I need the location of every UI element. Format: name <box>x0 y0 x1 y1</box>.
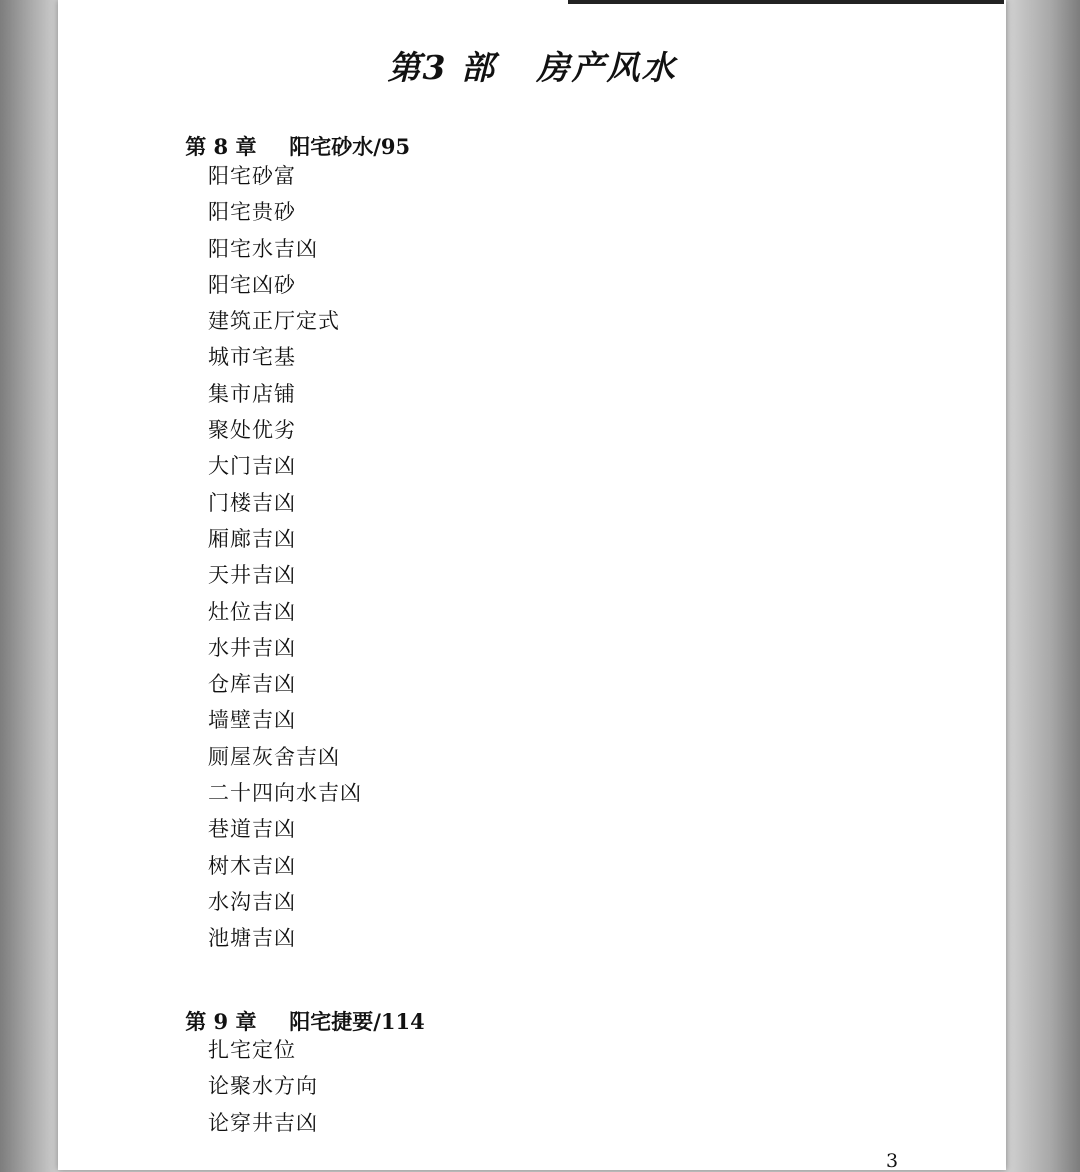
section-item: 阳宅水吉凶 <box>208 236 318 261</box>
section-item: 论穿井吉凶 <box>208 1110 318 1135</box>
section-item: 二十四向水吉凶 <box>208 781 362 806</box>
section-item: 仓库吉凶 <box>208 672 296 697</box>
top-edge-bar <box>568 0 1004 4</box>
section-item: 城市宅基 <box>208 345 296 370</box>
section-item: 水井吉凶 <box>208 635 296 660</box>
section-item: 天井吉凶 <box>208 563 296 588</box>
chapter-9-number: 第 9 章 <box>185 1009 257 1034</box>
page-number: 3 <box>886 1150 899 1172</box>
section-item: 树木吉凶 <box>208 853 296 878</box>
section-item: 灶位吉凶 <box>208 599 296 624</box>
chapter-8-section-list <box>208 158 362 957</box>
section-item: 聚处优劣 <box>208 418 296 443</box>
section-item: 厢廊吉凶 <box>208 526 296 551</box>
chapter-8-title: 阳宅砂水/95 <box>289 134 411 159</box>
section-item: 门楼吉凶 <box>208 490 296 515</box>
section-item: 集市店铺 <box>208 381 296 406</box>
chapter-9-title: 阳宅捷要/114 <box>289 1009 425 1034</box>
document-page <box>58 0 1006 1170</box>
section-item: 池塘吉凶 <box>208 926 296 951</box>
section-item: 大门吉凶 <box>208 454 296 479</box>
section-item: 阳宅砂富 <box>208 164 296 188</box>
section-item: 建筑正厅定式 <box>208 309 340 334</box>
section-item: 阳宅贵砂 <box>208 200 296 225</box>
chapter-9-section-list <box>208 1032 318 1141</box>
section-item: 水沟吉凶 <box>208 889 296 914</box>
section-item: 阳宅凶砂 <box>208 272 296 297</box>
section-item: 论聚水方向 <box>208 1074 318 1099</box>
part-title: 第3 部 房产风水 <box>387 48 677 87</box>
section-item: 巷道吉凶 <box>208 817 296 842</box>
section-item: 墙壁吉凶 <box>208 708 296 733</box>
chapter-8-number: 第 8 章 <box>185 134 257 159</box>
section-item: 扎宅定位 <box>208 1038 296 1062</box>
section-item: 厕屋灰舍吉凶 <box>208 744 340 769</box>
